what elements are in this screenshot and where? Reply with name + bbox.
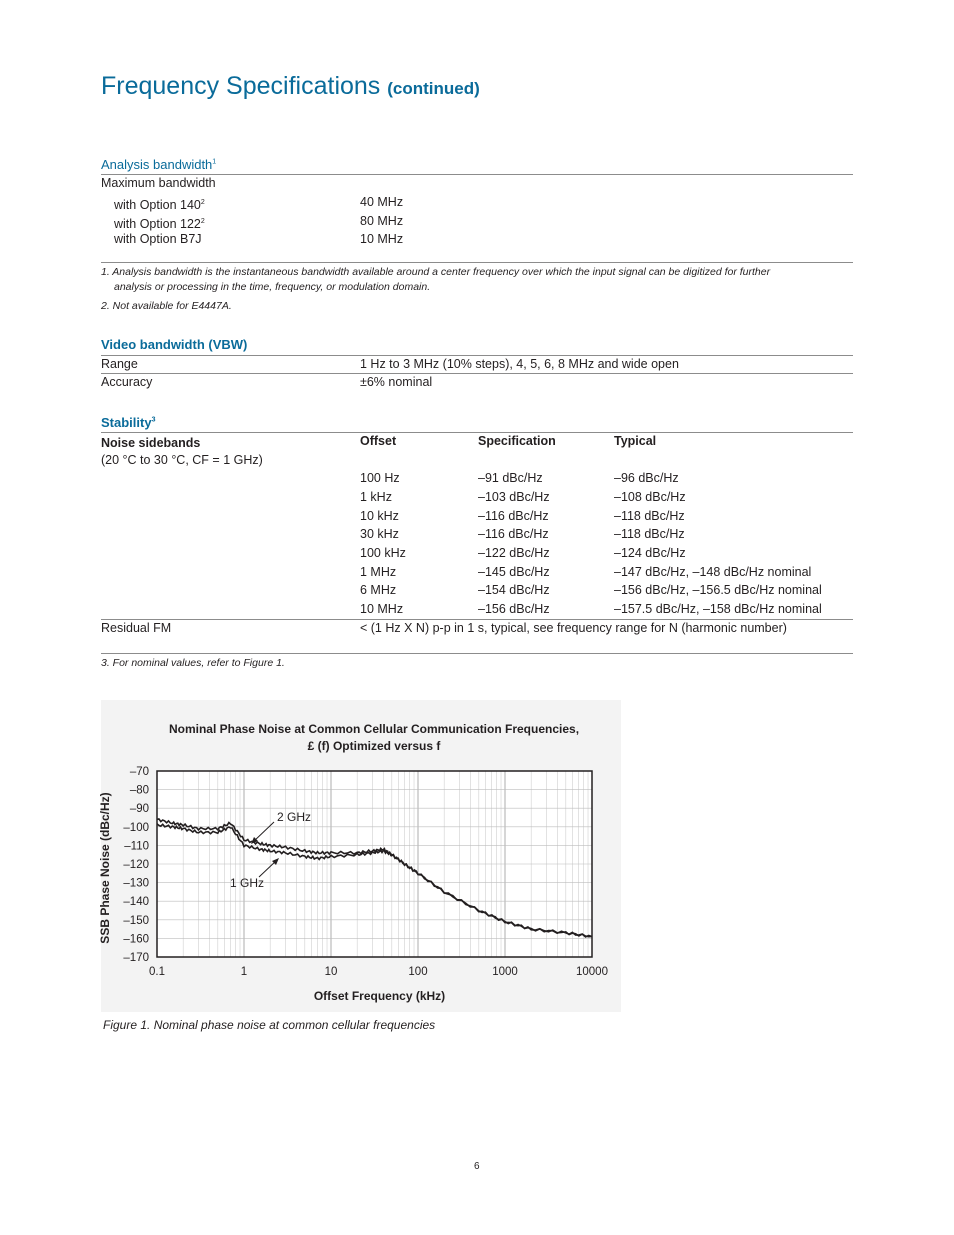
divider	[101, 653, 853, 654]
stability-heading-text: Stability	[101, 415, 152, 430]
ab-row-value: 10 MHz	[360, 232, 404, 246]
footnote-ref: 1	[212, 158, 217, 166]
divider	[101, 432, 853, 433]
offset-cell: 6 MHz	[360, 583, 397, 597]
column-header-offset: Offset	[360, 434, 397, 448]
vbw-row-label: Accuracy	[101, 375, 153, 389]
column-header-typical: Typical	[614, 434, 657, 448]
y-tick-label: –90	[129, 803, 149, 816]
divider	[101, 373, 853, 374]
offset-cell: 1 MHz	[360, 565, 397, 579]
typical-cell: –156 dBc/Hz, –156.5 dBc/Hz nominal	[614, 583, 822, 597]
page-title-suffix: (continued)	[387, 79, 480, 98]
typical-cell: –108 dBc/Hz	[614, 490, 686, 504]
vbw-row-value: ±6% nominal	[360, 375, 433, 389]
specification-cell: –116 dBc/Hz	[478, 527, 549, 541]
chart-title-line2: £ (f) Optimized versus f	[307, 739, 441, 753]
y-axis-label: SSB Phase Noise (dBc/Hz)	[98, 792, 112, 944]
footnote-ref: 3	[151, 416, 156, 424]
x-tick-label: 100	[408, 966, 428, 978]
noise-sidebands-label: Noise sidebands	[101, 436, 201, 450]
divider	[101, 619, 853, 620]
ab-row-label: with Option $122^2$	[114, 217, 205, 232]
y-tick-label: –130	[123, 877, 149, 890]
ab-row-value: 80 MHz	[360, 214, 404, 228]
offset-cell: 10 MHz	[360, 602, 404, 616]
page-title	[101, 72, 480, 101]
chart-plot	[98, 700, 621, 1012]
footnote-1-cont: analysis or processing in the time, frequency, or modulation domain.	[114, 281, 431, 293]
column-header-specification: Specification	[478, 434, 556, 448]
footnote-3: 3. For nominal values, refer to Figure 1.	[101, 657, 285, 669]
page-title-main: Frequency Specifications	[101, 72, 381, 100]
specification-cell: –156 dBc/Hz	[478, 602, 550, 616]
footnote-1: 1. Analysis bandwidth is the instantaneous bandwidth available around a center frequency over which the input signal can be digitized for further	[101, 266, 771, 278]
analysis-bandwidth-heading	[101, 157, 216, 172]
divider	[101, 355, 853, 356]
noise-condition: (20 °C to 30 °C, CF = 1 GHz)	[101, 453, 263, 467]
specification-cell: –91 dBc/Hz	[478, 471, 543, 485]
y-tick-label: –120	[123, 859, 149, 871]
x-axis-label: Offset Frequency (kHz)	[313, 989, 446, 1003]
residual-fm-value: < (1 Hz X N) p-p in 1 s, typical, see frequency range for N (harmonic number)	[360, 621, 787, 635]
divider	[101, 174, 853, 175]
y-tick-label: –160	[123, 933, 149, 946]
typical-cell: –96 dBc/Hz	[614, 471, 679, 485]
page-number: 6	[474, 1161, 480, 1172]
y-tick-label: –100	[123, 821, 149, 834]
specification-cell: –103 dBc/Hz	[478, 490, 550, 504]
typical-cell: –147 dBc/Hz, –148 dBc/Hz nominal	[614, 565, 812, 579]
offset-cell: 100 Hz	[360, 471, 400, 485]
ab-row-label: with Option $140^2$	[114, 198, 205, 213]
annotation-2ghz: 2 GHz	[277, 810, 312, 824]
x-tick-label: 10	[324, 966, 338, 978]
typical-cell: –118 dBc/Hz	[614, 509, 685, 523]
specification-cell: –145 dBc/Hz	[478, 565, 550, 579]
offset-cell: 30 kHz	[360, 527, 399, 541]
y-tick-label: –150	[123, 914, 149, 927]
y-tick-label: –140	[123, 896, 149, 909]
specification-cell: –154 dBc/Hz	[478, 583, 550, 597]
ab-row-label: with Option B7J	[114, 232, 202, 246]
y-tick-label: –80	[129, 784, 149, 797]
specification-cell: –122 dBc/Hz	[478, 546, 550, 560]
x-tick-label: 10000	[576, 966, 608, 978]
offset-cell: 100 kHz	[360, 546, 406, 560]
vbw-heading: Video bandwidth (VBW)	[101, 337, 248, 352]
x-tick-label: 0.1	[149, 966, 165, 978]
x-tick-label: 1000	[492, 966, 518, 978]
vbw-row-label: Range	[101, 357, 138, 371]
y-tick-label: –70	[129, 766, 149, 778]
annotation-1ghz: 1 GHz	[230, 876, 265, 890]
residual-fm-label: Residual FM	[101, 621, 172, 635]
offset-cell: 10 kHz	[360, 509, 399, 523]
typical-cell: –118 dBc/Hz	[614, 527, 685, 541]
footnote-2: 2. Not available for E4447A.	[101, 300, 232, 312]
divider	[101, 262, 853, 263]
specification-cell: –116 dBc/Hz	[478, 509, 549, 523]
x-tick-label: 1	[240, 966, 248, 978]
ab-row-label: Maximum bandwidth	[101, 176, 216, 190]
phase-noise-chart	[98, 700, 621, 1012]
y-tick-label: –170	[123, 952, 149, 964]
typical-cell: –157.5 dBc/Hz, –158 dBc/Hz nominal	[614, 602, 822, 616]
analysis-bandwidth-heading-text: Analysis bandwidth	[101, 157, 213, 172]
chart-title-line1: Nominal Phase Noise at Common Cellular Communication Frequencies,	[168, 722, 580, 736]
ab-row-value: 40 MHz	[360, 195, 404, 209]
vbw-row-value: 1 Hz to 3 MHz (10% steps), 4, 5, 6, 8 MHz and wide open	[360, 357, 679, 371]
stability-heading	[101, 415, 155, 430]
offset-cell: 1 kHz	[360, 490, 392, 504]
figure-caption: Figure 1. Nominal phase noise at common cellular frequencies	[103, 1018, 436, 1032]
y-tick-label: –110	[124, 840, 149, 853]
typical-cell: –124 dBc/Hz	[614, 546, 686, 560]
